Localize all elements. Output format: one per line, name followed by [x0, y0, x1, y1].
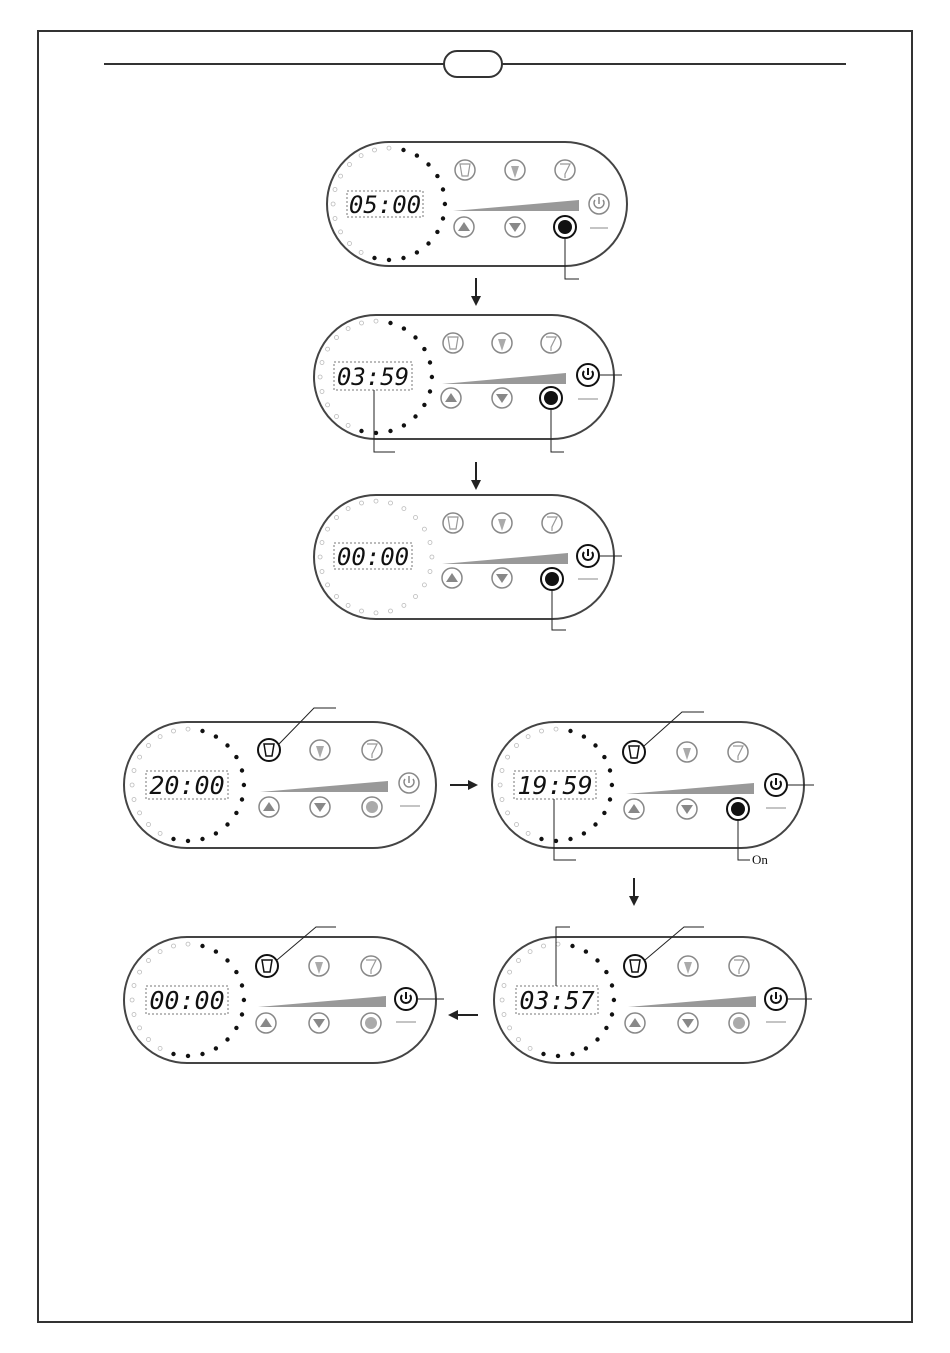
panel-6 [494, 927, 812, 1063]
up-button[interactable] [259, 797, 279, 817]
start-button[interactable] [554, 216, 576, 238]
indicator-dot [595, 958, 599, 962]
arrow-down-3 [629, 878, 639, 906]
start-button[interactable] [541, 568, 563, 590]
up-button[interactable] [454, 217, 474, 237]
indicator-dot [612, 998, 616, 1002]
glass-button[interactable] [443, 513, 463, 533]
indicator-dot [225, 743, 229, 747]
indicator-dot [422, 403, 426, 407]
up-button[interactable] [442, 568, 462, 588]
indicator-dot [225, 822, 229, 826]
indicator-dot [610, 783, 614, 787]
indicator-dot [402, 326, 406, 330]
timer-display: 20:00 [149, 771, 225, 800]
power-button[interactable] [765, 988, 787, 1010]
indicator-dot [240, 1012, 244, 1016]
indicator-dot [608, 797, 612, 801]
up-button[interactable] [625, 1013, 645, 1033]
indicator-dot [171, 1052, 175, 1056]
glass-button[interactable] [623, 741, 645, 763]
indicator-dot [441, 216, 445, 220]
arrow-right [450, 780, 478, 790]
ice-cream-button[interactable] [309, 956, 329, 976]
timer-display: 03:59 [336, 363, 410, 391]
glass-button[interactable] [443, 333, 463, 353]
power-button[interactable] [399, 773, 419, 793]
indicator-dot [242, 783, 246, 787]
start-button[interactable] [362, 797, 382, 817]
panel-2 [314, 315, 622, 452]
indicator-dot [225, 958, 229, 962]
indicator-dot [568, 837, 572, 841]
up-button[interactable] [441, 388, 461, 408]
timer-display: 03:57 [519, 986, 595, 1015]
glass-button[interactable] [455, 160, 475, 180]
indicator-dot [200, 837, 204, 841]
indicator-dot [435, 230, 439, 234]
glass-button[interactable] [256, 955, 278, 977]
ice-cream-button[interactable] [677, 742, 697, 762]
indicator-dot [541, 1052, 545, 1056]
ice-cream-button[interactable] [505, 160, 525, 180]
down-button[interactable] [309, 1013, 329, 1033]
power-button[interactable] [577, 545, 599, 567]
indicator-dot [422, 347, 426, 351]
smoothie-button[interactable] [361, 956, 381, 976]
indicator-dot [240, 983, 244, 987]
indicator-dot [584, 949, 588, 953]
indicator-dot [240, 797, 244, 801]
indicator-dot [225, 1037, 229, 1041]
indicator-dot [539, 837, 543, 841]
power-button[interactable] [395, 988, 417, 1010]
smoothie-button[interactable] [542, 513, 562, 533]
indicator-dot [595, 1037, 599, 1041]
smoothie-button[interactable] [728, 742, 748, 762]
ice-cream-button[interactable] [310, 740, 330, 760]
start-button[interactable] [361, 1013, 381, 1033]
indicator-dot [570, 1052, 574, 1056]
indicator-dot [234, 970, 238, 974]
indicator-dot [435, 174, 439, 178]
arrow-left [448, 1010, 478, 1020]
indicator-dot [171, 837, 175, 841]
panel-3 [314, 495, 622, 630]
indicator-dot [593, 822, 597, 826]
indicator-dot [200, 944, 204, 948]
arrow-down-2 [471, 462, 481, 490]
start-button[interactable] [727, 798, 749, 820]
ice-cream-button[interactable] [678, 956, 698, 976]
panel-5 [492, 712, 814, 860]
indicator-dot [359, 429, 363, 433]
timer-display: 00:00 [336, 543, 410, 571]
down-button[interactable] [505, 217, 525, 237]
indicator-dot [556, 1054, 560, 1058]
power-button[interactable] [765, 774, 787, 796]
up-button[interactable] [256, 1013, 276, 1033]
panel-7 [124, 927, 444, 1063]
indicator-dot [568, 729, 572, 733]
indicator-dot [604, 1026, 608, 1030]
indicator-dot [214, 1046, 218, 1050]
indicator-dot [415, 250, 419, 254]
indicator-dot [428, 389, 432, 393]
smoothie-button[interactable] [362, 740, 382, 760]
power-button[interactable] [577, 364, 599, 386]
indicator-dot [234, 755, 238, 759]
power-button[interactable] [589, 194, 609, 214]
indicator-dot [610, 983, 614, 987]
indicator-dot [426, 241, 430, 245]
indicator-dot [200, 729, 204, 733]
start-button[interactable] [540, 387, 562, 409]
indicator-dot [242, 998, 246, 1002]
indicator-dot [388, 321, 392, 325]
indicator-dot [402, 423, 406, 427]
down-button[interactable] [677, 799, 697, 819]
panel-1 [327, 142, 627, 279]
timer-display: 19:59 [517, 771, 593, 800]
smoothie-button[interactable] [541, 333, 561, 353]
indicator-dot [610, 1012, 614, 1016]
smoothie-button[interactable] [729, 956, 749, 976]
indicator-dot [443, 202, 447, 206]
timer-display: 05:00 [348, 191, 422, 219]
indicator-dot [415, 153, 419, 157]
indicator-dot [608, 768, 612, 772]
smoothie-button[interactable] [555, 160, 575, 180]
indicator-dot [582, 734, 586, 738]
indicator-dot [593, 743, 597, 747]
indicator-dot [234, 1026, 238, 1030]
indicator-dot [186, 1054, 190, 1058]
indicator-dot [604, 970, 608, 974]
indicator-dot [441, 187, 445, 191]
indicator-dot [401, 256, 405, 260]
indicator-dot [602, 755, 606, 759]
indicator-dot [426, 162, 430, 166]
indicator-dot [214, 949, 218, 953]
arrow-down-1 [471, 278, 481, 306]
indicator-dot [602, 811, 606, 815]
indicator-dot [214, 734, 218, 738]
ice-cream-button[interactable] [492, 333, 512, 353]
up-button[interactable] [624, 799, 644, 819]
indicator-dot [200, 1052, 204, 1056]
indicator-dot [234, 811, 238, 815]
indicator-dot [214, 831, 218, 835]
indicator-dot [372, 256, 376, 260]
indicator-dot [428, 360, 432, 364]
indicator-dot [186, 839, 190, 843]
indicator-dot [388, 429, 392, 433]
indicator-dot [570, 944, 574, 948]
panel-4 [124, 708, 436, 848]
indicator-dot [387, 258, 391, 262]
indicator-dot [584, 1046, 588, 1050]
glass-button[interactable] [624, 955, 646, 977]
indicator-dot [413, 335, 417, 339]
timer-display: 00:00 [149, 986, 225, 1015]
indicator-dot [430, 375, 434, 379]
down-button[interactable] [678, 1013, 698, 1033]
down-button[interactable] [492, 568, 512, 588]
down-button[interactable] [310, 797, 330, 817]
indicator-dot [582, 831, 586, 835]
on-label: On [752, 852, 768, 867]
glass-button[interactable] [258, 739, 280, 761]
start-button[interactable] [729, 1013, 749, 1033]
ice-cream-button[interactable] [492, 513, 512, 533]
indicator-dot [413, 414, 417, 418]
indicator-dot [401, 148, 405, 152]
indicator-dot [240, 768, 244, 772]
down-button[interactable] [492, 388, 512, 408]
